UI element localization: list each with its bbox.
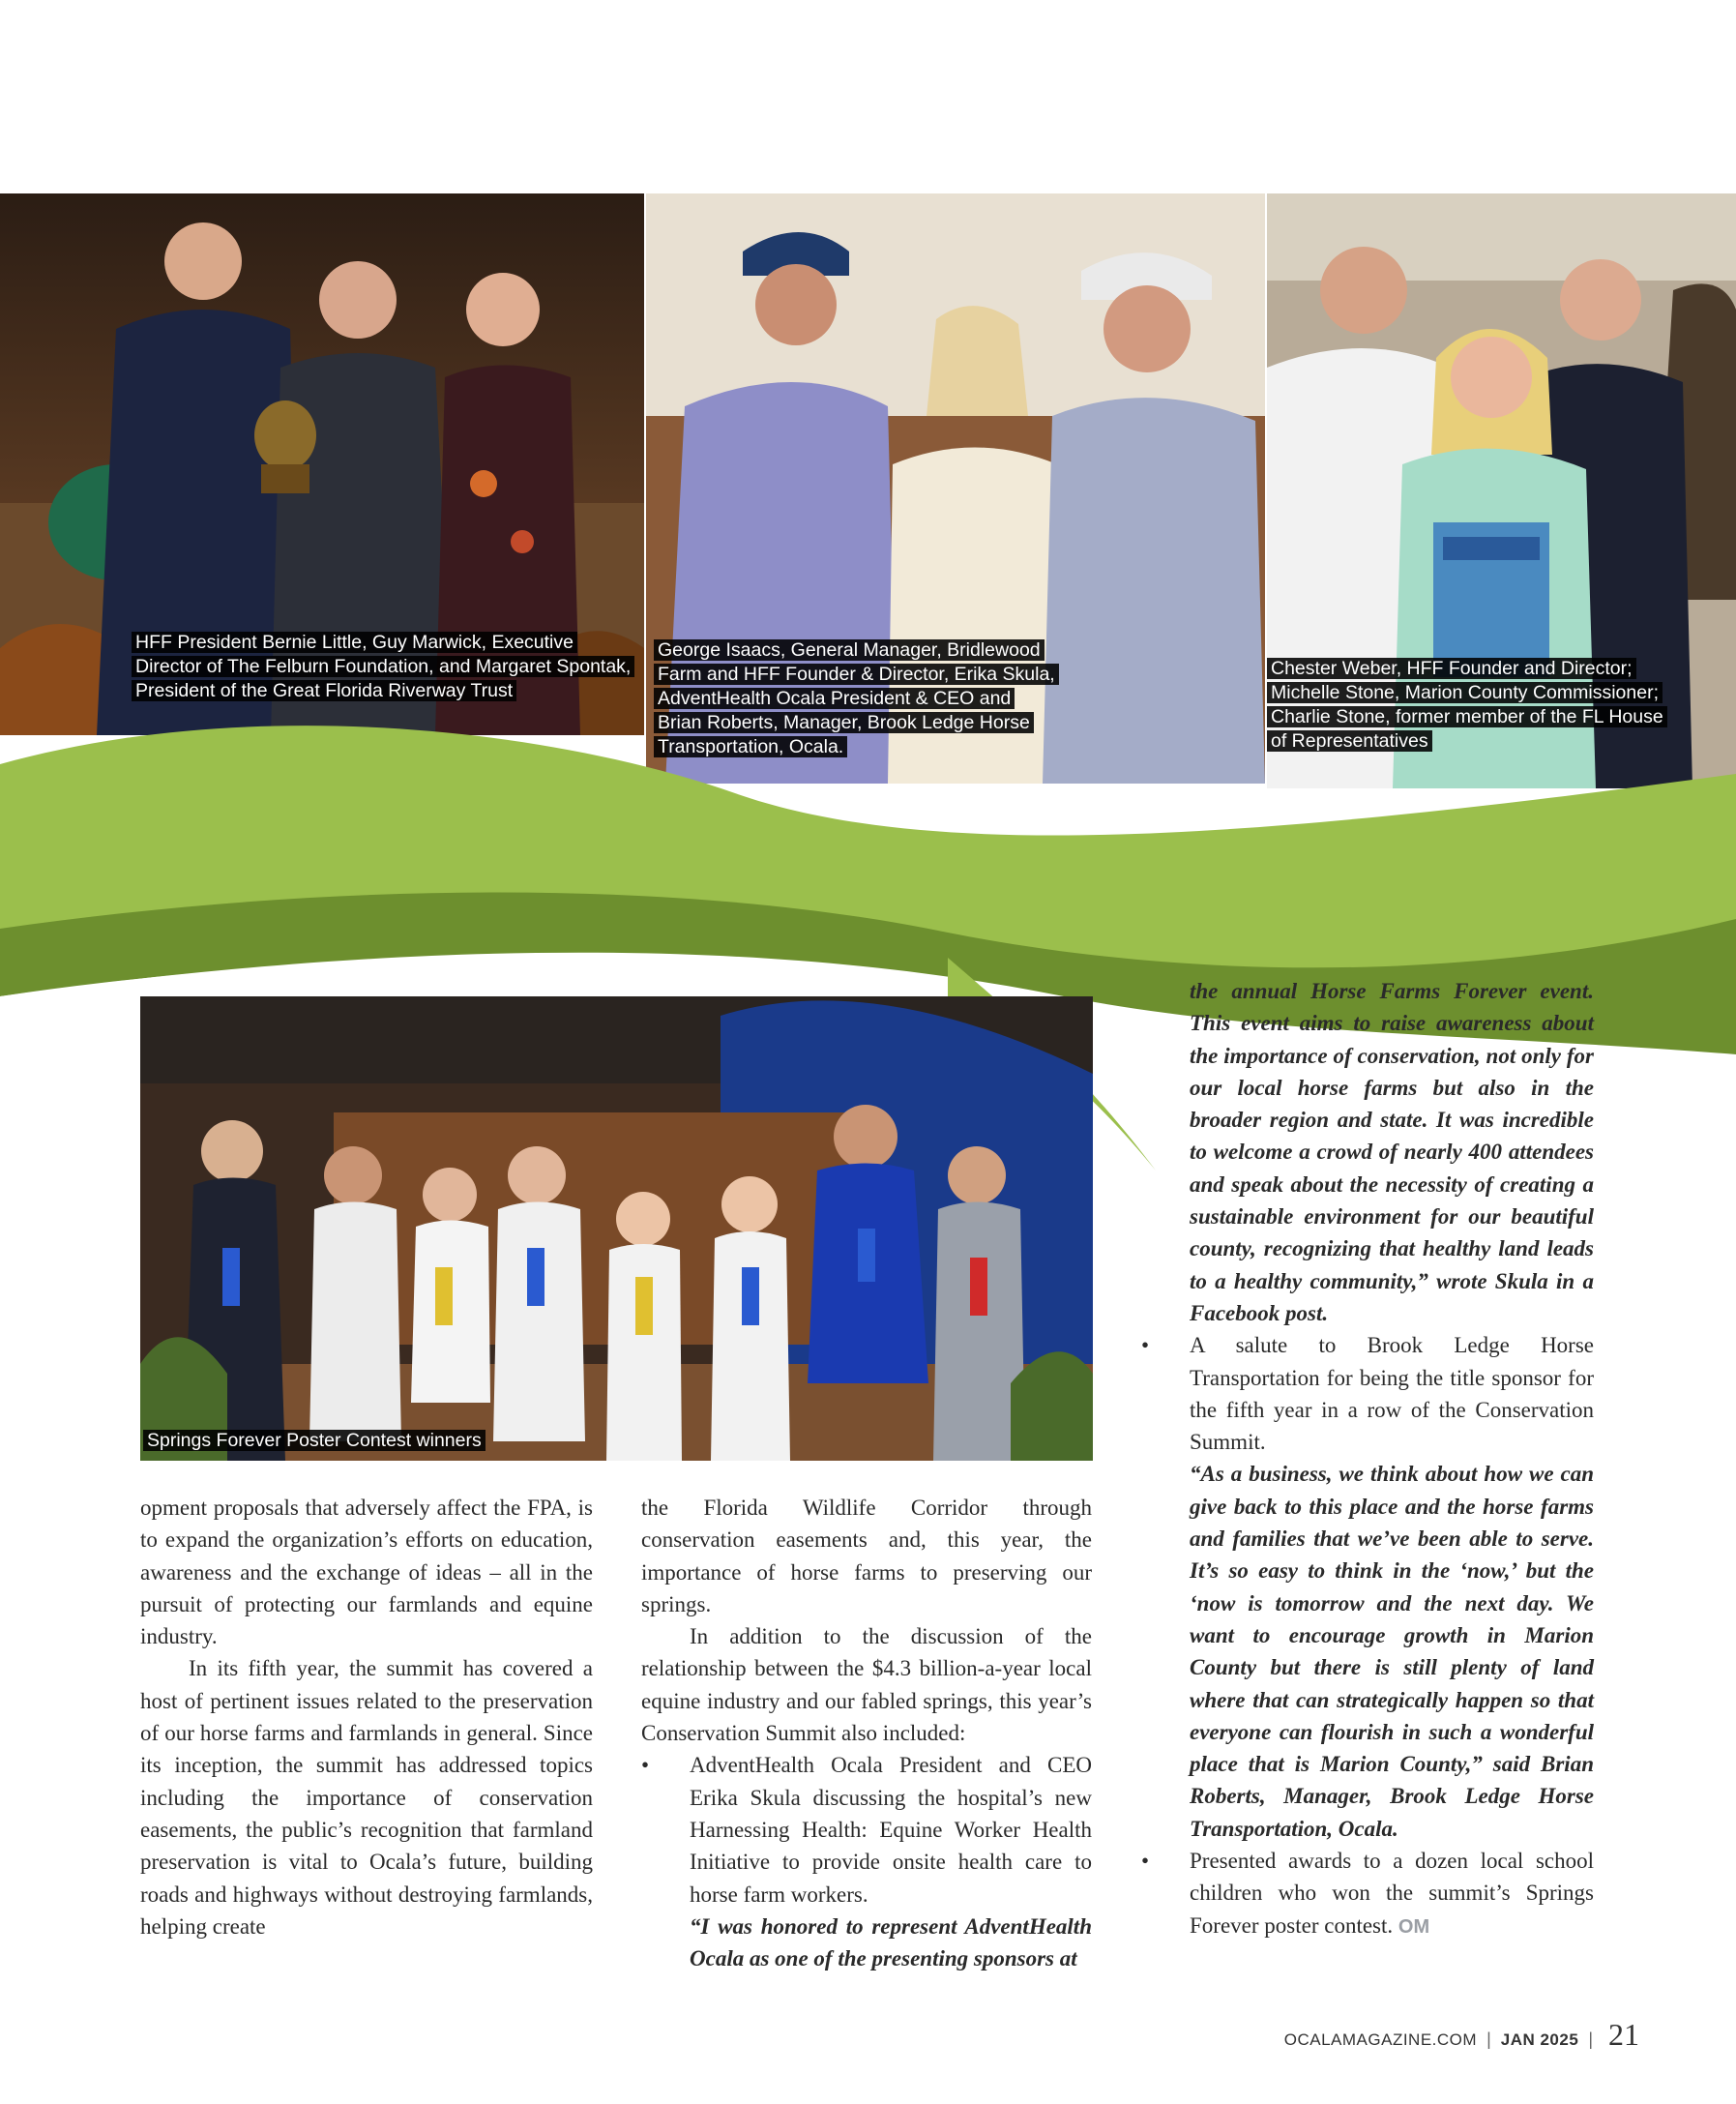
- end-mark: OM: [1398, 1915, 1430, 1938]
- paragraph: the Florida Wildlife Corridor through conservation easements and, this year, the importance of horse farms to preserving our springs.: [641, 1496, 1092, 1616]
- article-column-2: [641, 1492, 1092, 1974]
- paragraph: In its fifth year, the summit has covered a host of pertinent issues related to the preservation of our horse farms and farmlands in general. Since its inception, the summit has addressed topics including the importance of conservation easements, the public’s recognition that farmland preservation is vital to Ocala’s future, building roads and highways without destroying farmlands, helping create: [140, 1656, 593, 1939]
- article-column-3: [1141, 975, 1594, 1943]
- bullet-item: [1141, 1845, 1594, 1943]
- quote: the annual Horse Farms Forever event. This event aims to raise awareness about the importance of conservation, not only for our local horse farms but also in the broader region and state. It was incredible to welcome a crowd of nearly 400 attendees and speak about the necessity of creating a sustainable environment for our beautiful county, recognizing that healthy land leads to a healthy community,” wrote Skula in a Facebook post.: [1190, 979, 1594, 1325]
- caption-photo-1: HFF President Bernie Little, Guy Marwick, Executive Director of The Felburn Foundation, and Margaret Spontak, President of the Great Florida Riverway Trust: [132, 631, 634, 703]
- quote: “I was honored to represent AdventHealth Ocala as one of the presenting sponsors at: [690, 1913, 1092, 1971]
- footer-issue: JAN 2025: [1500, 2030, 1579, 2049]
- article-column-1: [140, 1492, 593, 1942]
- bullet-text: Presented awards to a dozen local school children who won the summit’s Springs Forever poster contest.: [1190, 1849, 1594, 1938]
- footer-site: OCALAMAGAZINE.COM: [1283, 2030, 1478, 2049]
- footer-separator: |: [1588, 2030, 1593, 2049]
- quote: “As a business, we think about how we can give back to this place and the horse farms and families that we’ve been able to serve. It’s so easy to think in the ‘now,’ but the ‘now is tomorrow and the next day. We want to encourage growth in Marion County but there is still plenty of land where that can strategically happen so that everyone can flourish in such a wonderful place that is Marion County,” said Brian Roberts, Manager, Brook Ledge Horse Transportation, Ocala.: [1190, 1462, 1594, 1841]
- page-number: 21: [1608, 2017, 1639, 2052]
- caption-photo-2: George Isaacs, General Manager, Bridlewood Farm and HFF Founder & Director, Erika Skula, AdventHealth Ocala President & CEO and Brian Roberts, Manager, Brook Ledge Horse Transportation, Ocala.: [654, 638, 1060, 759]
- bullet-item: • AdventHealth Ocala President and CEO Erika Skula discussing the hospital’s new Harnessing Health: Equine Worker Health Initiative to provide onsite health care to horse farm workers.: [641, 1749, 1092, 1910]
- bullet-item: • A salute to Brook Ledge Horse Transportation for being the title sponsor for the fifth year in a row of the Conservation Summit.: [1141, 1329, 1594, 1458]
- photo-poster-contest-winners: [140, 996, 1093, 1461]
- footer-separator: |: [1486, 2030, 1491, 2049]
- paragraph: In addition to the discussion of the relationship between the $4.3 billion-a-year local equine industry and our fabled springs, this year’s Conservation Summit also included:: [641, 1624, 1092, 1746]
- page-footer: [1284, 2017, 1639, 2053]
- caption-photo-3: Chester Weber, HFF Founder and Director; Michelle Stone, Marion County Commissioner; Charlie Stone, former member of the FL House of Representatives: [1267, 657, 1673, 754]
- caption-photo-4: Springs Forever Poster Contest winners: [143, 1429, 485, 1453]
- paragraph: opment proposals that adversely affect the FPA, is to expand the organization’s efforts on education, awareness and the exchange of ideas – all in the pursuit of protecting our farmlands and equine industry.: [140, 1496, 593, 1649]
